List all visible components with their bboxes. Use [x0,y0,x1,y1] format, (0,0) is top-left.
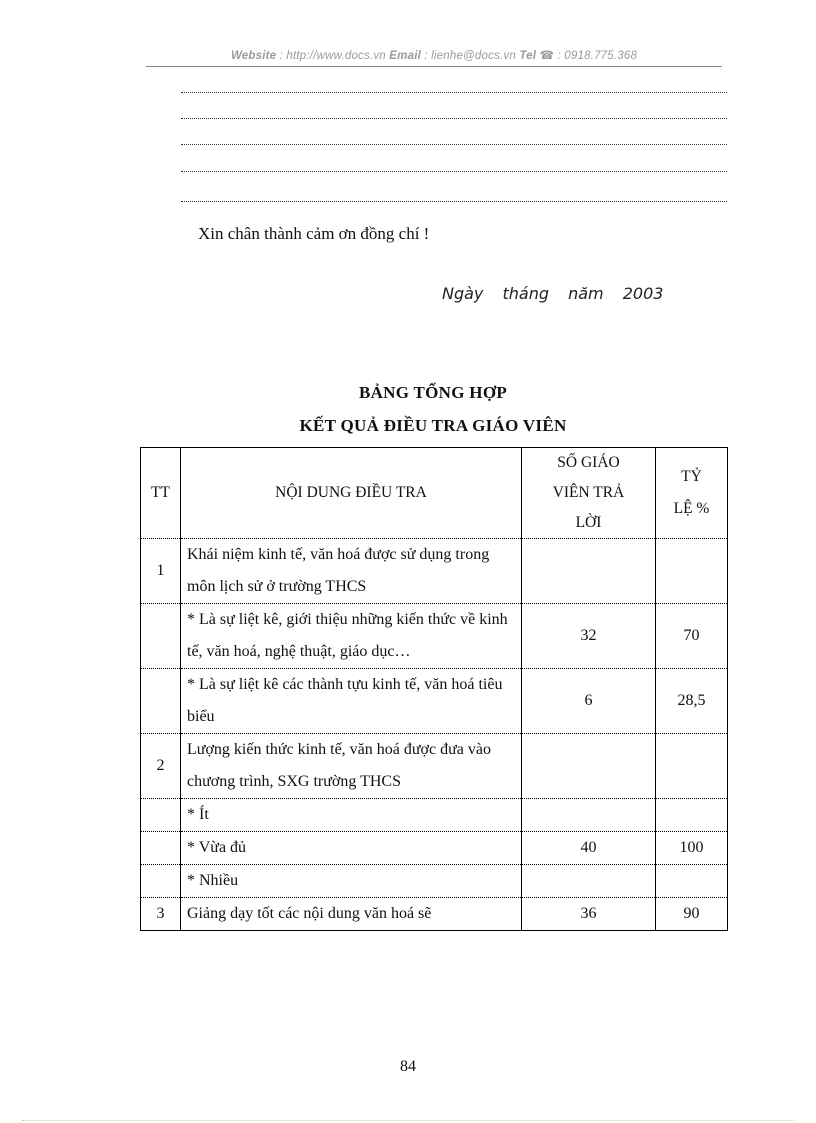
row-tt [141,799,181,832]
row-tt [141,669,181,734]
row-tt: 3 [141,898,181,931]
page-header [146,48,722,66]
row-tt [141,865,181,898]
row-percent: 70 [656,604,728,669]
email-value: : lienhe@docs.vn [420,50,520,62]
answer-line [181,201,727,202]
row-count: 40 [522,832,656,865]
row-content: Khái niệm kinh tế, văn hoá được sử dụng trong môn lịch sử ở trường THCS [181,539,522,604]
thanks-text: Xin chân thành cảm ơn đồng chí ! [198,224,430,243]
table-row [141,898,728,931]
tel-label: Tel [519,50,537,62]
row-content: * Vừa đủ [181,832,522,865]
col-header-content: NỘI DUNG ĐIỀU TRA [181,448,522,539]
row-count [522,799,656,832]
row-count [522,865,656,898]
row-percent [656,539,728,604]
row-tt: 2 [141,734,181,799]
website-label: Website [230,50,277,62]
table-row [141,799,728,832]
row-tt [141,604,181,669]
table-row [141,604,728,669]
row-percent: 100 [656,832,728,865]
row-content: * Là sự liệt kê các thành tựu kinh tế, văn hoá tiêu biểu [181,669,522,734]
footer-rule [22,1120,794,1121]
table-header-row [141,448,728,539]
phone-icon: ☎ [539,50,555,62]
table-row [141,734,728,799]
table-row [141,832,728,865]
row-count: 36 [522,898,656,931]
col-header-tt: TT [141,448,181,539]
report-subtitle: KẾT QUẢ ĐIỀU TRA GIÁO VIÊN [299,416,567,435]
row-content: * Ít [181,799,522,832]
tel-value: : 0918.775.368 [554,50,638,62]
row-content: Giảng dạy tốt các nội dung văn hoá sẽ [181,898,522,931]
table-row [141,865,728,898]
report-title: BẢNG TỔNG HỢP [358,383,508,402]
answer-line [181,171,727,172]
row-percent: 28,5 [656,669,728,734]
page-number: 84 [400,1058,416,1075]
row-content: * Là sự liệt kê, giới thiệu những kiến thức về kinh tế, văn hoá, nghệ thuật, giáo dục… [181,604,522,669]
table-row [141,669,728,734]
date-line: Ngày tháng năm 2003 [442,284,664,303]
row-percent [656,734,728,799]
row-count: 32 [522,604,656,669]
col-header-percent: TỶ LỆ % [656,448,728,539]
row-tt: 1 [141,539,181,604]
row-tt [141,832,181,865]
row-count [522,539,656,604]
answer-line [181,144,727,145]
row-count [522,734,656,799]
row-percent [656,799,728,832]
col-header-count: SỐ GIÁO VIÊN TRẢ LỜI [522,448,656,539]
survey-table [140,447,728,931]
table-row [141,539,728,604]
website-value: : http://www.docs.vn [276,50,390,62]
row-percent: 90 [656,898,728,931]
answer-line [181,118,727,119]
email-label: Email [389,50,421,62]
row-content: Lượng kiến thức kinh tế, văn hoá được đưa vào chương trình, SXG trường THCS [181,734,522,799]
row-count: 6 [522,669,656,734]
answer-line [181,92,727,93]
row-percent [656,865,728,898]
row-content: * Nhiều [181,865,522,898]
header-rule [146,66,722,67]
